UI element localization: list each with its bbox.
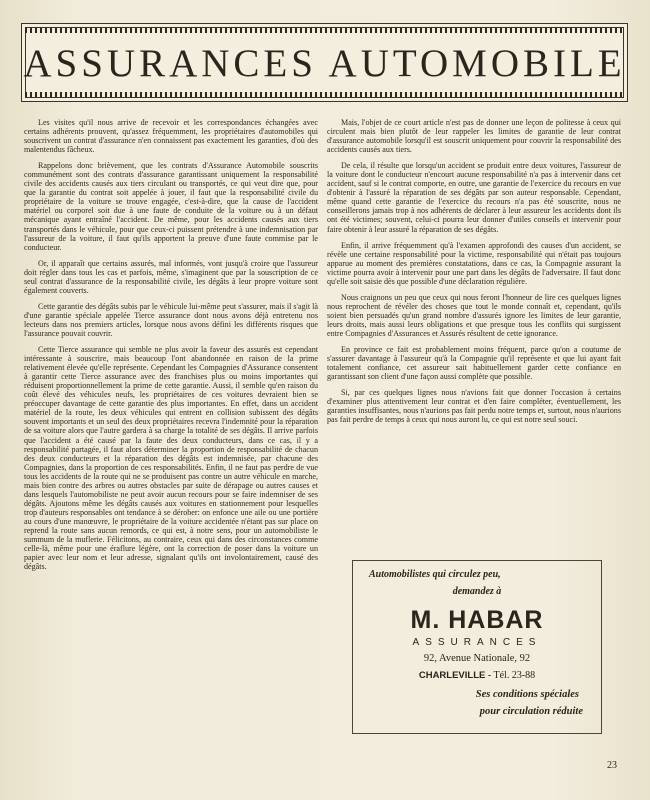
article-paragraph: Mais, l'objet de ce court article n'est pas de donner une leçon de politesse à ceux qui circulent mais bien plutôt de leur rappeler les limites de garantie de leur contrat d'assurance automobile lorsqu'il est souscrit uniquement pour couvrir la responsabilité des accidents causés aux tiers. <box>327 118 621 155</box>
article-paragraph: Les visites qu'il nous arrive de recevoir et les correspondances échangées avec certains adhérents prouvent, qu'assez fréquemment, les propriétaires d'automobiles qui souscrivent un contrat d'assurance n'en connaissent pas exactement les garanties, d'où des malentendus fâcheux. <box>24 118 318 155</box>
decorative-stripe-top <box>25 28 624 33</box>
ad-city: CHARLEVILLE <box>418 670 486 681</box>
article-paragraph: Cette garantie des dégâts subis par le véhicule lui-même peut s'assurer, mais il s'agit là d'une garantie spéciale appelée Tierce assurance dont nous avons déjà entretenu nos lecteurs dans nos premiers articles, lorsque nous avons défini les différents risques que l'assurance pouvait couvrir. <box>24 301 318 338</box>
decorative-stripe-bottom <box>25 92 624 97</box>
article-paragraph: Or, il apparaît que certains assurés, mal informés, vont jusqu'à croire que l'assureur doit régler dans tous les cas et parfois, même, s'imaginent que par la souscription de ce seul contrat d'assurance de la responsabilité civile, les dégâts à leur propre voiture sont également couverts. <box>24 258 318 295</box>
article-paragraph: Cette Tierce assurance qui semble ne plus avoir la faveur des assurés est cependant intéressante à souscrire, mais beaucoup l'ont abandonnée en raison de la prime relativement élevée qu'elle représente. Cependant les Compagnies d'Assurance consentent à garantir cette Tierce assurance avec des franchises plus ou moins importantes qui réduisent proportionnellement la prime de cette garantie. Aussi, il semble qu'en raison du coût élevé des véhicules neufs, les propriétaires de ces voitures devraient bien se préoccuper davantage de cette garantie des plus importantes. En effet, dans un accident matériel de la route, les deux véhicules qui entrent en collision subissent des dégâts souvent importants et un seul des deux propriétaires recevra l'indemnité pour la réparation de sa voiture alors que l'autre gardera à sa charge la totalité de ses dégâts. Il arrive parfois que l'accident a été causé par la faute des deux conducteurs, dans ce cas, il y a responsabilité partagée, il faut alors déterminer la proportion de responsabilité de chacun des deux conducteurs et la réparation des dégâts est indemnisée, par chacune des Compagnies, dans la proportion de ces responsabilités. Enfin, il ne faut pas perdre de vue tous les accidents de la route qui ne se produisent pas contre un autre véhicule en marche, mais bien contre des arbres ou autres obstacles par suite de dérapage ou autres causes et dans lesquels l'automobiliste ne peut avoir aucun recours pour se faire indemniser de ses dégâts. Ajoutons même les dégâts causés aux voitures en stationnement pour lesquelles trop d'auteurs responsables ont tendance à se dérober: on enfonce une aile ou une portière au cours d'une manœuvre, le propriétaire de la voiture accidentée n'étant pas sur place on reprend la route sans aucun remords, ce qui est, à notre sens, pour un automobiliste le summum de la muflerie. Félicitons, au contraire, ceux qui dans des circonstances comme celle-là, même pour une éraflure légère, ont la correction de poser dans la voiture un papier avec leur nom et leur adresse, signalant qu'ils ont involontairement, causé des dégâts. <box>24 345 318 572</box>
article-paragraph: En province ce fait est probablement moins fréquent, parce qu'on a coutume de s'assurer davantage à l'assureur qu'à la Compagnie qu'il représente et que lui ayant fait totalement confiance, cet assureur sait habituellement garder cette confiance en garantissant son client d'une façon aussi complète que possible. <box>327 345 621 382</box>
ad-conditions-line2: pour circulation réduite <box>479 706 583 717</box>
ad-city-phone <box>353 670 601 681</box>
article-paragraph: Nous craignons un peu que ceux qui nous feront l'honneur de lire ces quelques lignes nous reprochent de révéler des choses que tout le monde connaît et, cependant, qu'ils soient bien persuadés qu'un grand nombre d'assurés ignore les limites de leur garantie, leurs droits, mais aussi leurs obligations et que presque tous les conflits qui surgissent entre Compagnies d'Assurances et Assurés résultent de cette ignorance. <box>327 292 621 338</box>
ad-agent-name: M. HABAR <box>410 606 544 634</box>
title-banner <box>21 23 628 102</box>
article-column-left <box>24 118 318 578</box>
article-paragraph: Rappelons donc brièvement, que les contrats d'Assurance Automobile souscrits communément sont des contrats d'assurance garantissant uniquement la responsabilité civile des accidents causés aux tiers circulant ou transportés, ce qui veut dire que, pour que la garantie du contrat soit appelée à jouer, il faut que la responsabilité civile du propriétaire de la voiture se trouve engagée, c'est-à-dire, que la cause de l'accident matériel ou corporel soit due à une faute de conduite de la voiture ou à un défaut mécanique ayant entraîné l'accident. De même, pour les accidents causés aux tiers transportés dans le véhicule, pour que ceux-ci puissent prétendre à une indemnisation par l'assureur de la voiture, il faut qu'ils apportent la preuve d'une faute commise par le conducteur. <box>24 161 318 252</box>
ad-agent-subtitle: ASSURANCES <box>412 637 542 648</box>
article-paragraph: Enfin, il arrive fréquemment qu'à l'examen approfondi des causes d'un accident, se révèle une certaine responsabilité pour la victime, responsabilité qui n'était pas toujours apparue au moment des premières constatations, dans ce cas, la Compagnie assurant la victime pourra avoir à intervenir pour une part dans les dégâts de l'adversaire. Il faut donc qu'elle soit saisie dès que possible d'une déclaration régulière. <box>327 240 621 286</box>
article-paragraph: De cela, il résulte que lorsqu'un accident se produit entre deux voitures, l'assureur de la voiture dont le conducteur n'encourt aucune responsabilité n'a pas à intervenir dans cet accident, sauf si le contrat comporte, en outre, une garantie de l'exercice du recours en vue d'obtenir à l'assuré la réparation de ses dégâts par son auteur responsable. Cependant, même quand cette garantie de l'exercice du recours n'a pas été souscrite, nous ne conseillerons jamais trop à nos adhérents de déclarer à leur assureur les accidents dont ils ont été victimes; souvent, celui-ci pourra leur donner d'utiles conseils et intervenir pour faire obtenir à leur assuré la réparation de ses dégâts. <box>327 161 621 234</box>
ad-call-to-action: demandez à <box>452 586 502 597</box>
ad-conditions-line1: Ses conditions spéciales <box>475 689 579 700</box>
ad-phone: - Tél. 23-88 <box>487 670 536 681</box>
article-column-right <box>327 118 621 431</box>
page-number: 23 <box>607 760 617 771</box>
page-title: ASSURANCES AUTOMOBILE <box>23 42 626 85</box>
article-paragraph: Si, par ces quelques lignes nous n'avions fait que donner l'occasion à certains d'examiner plus attentivement leur contrat et d'en faire compléter, éventuellement, les garanties insuffisantes, nous n'aurions pas fait perdu notre temps et, surtout, nous n'aurions pas fait perdre de temps à ceux qui nous auront lu, ce qui est notre seul souci. <box>327 388 621 425</box>
ad-headline: Automobilistes qui circulez peu, <box>369 569 501 580</box>
ad-address: 92, Avenue Nationale, 92 <box>423 653 531 664</box>
insurance-advertisement <box>352 560 602 734</box>
